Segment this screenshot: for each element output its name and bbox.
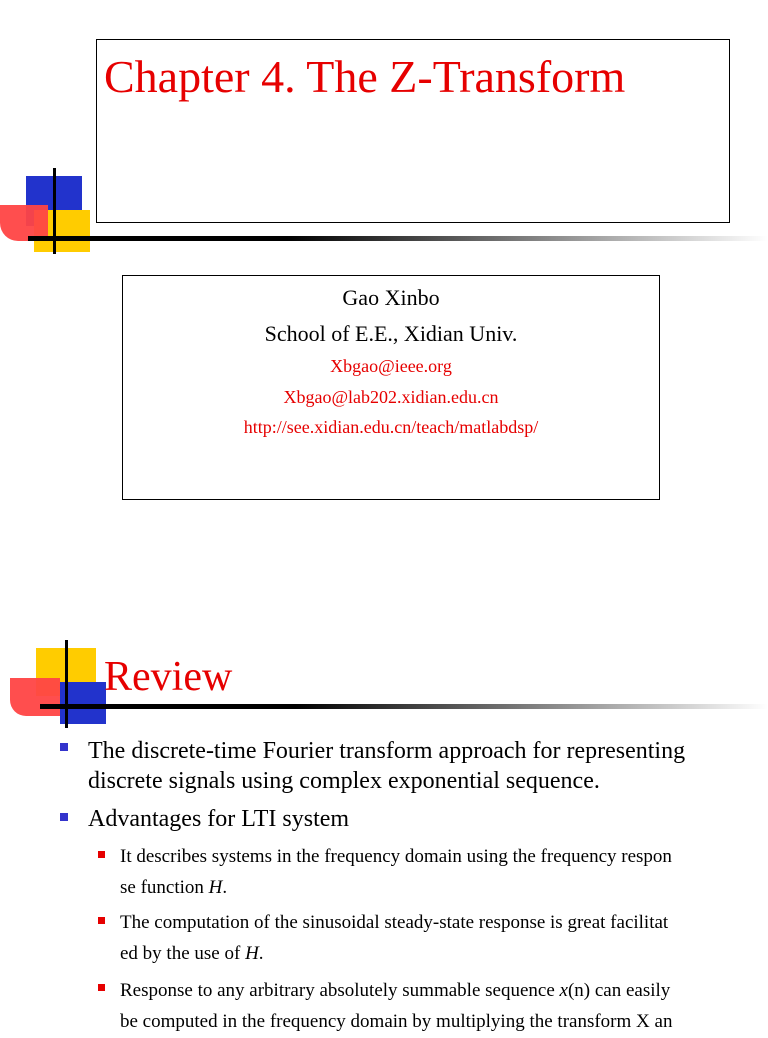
sub-bullet-3-line-2: be computed in the frequency domain by multiplying the transform X an (120, 1011, 673, 1032)
author-email-2[interactable]: Xbgao@lab202.xidian.edu.cn (283, 387, 499, 407)
bullet-marker (60, 743, 68, 751)
slide-title: Chapter 4. The Z-Transform (104, 51, 626, 102)
sub-bullet-marker (98, 851, 105, 858)
bullet-marker (60, 813, 68, 821)
author-name: Gao Xinbo (342, 285, 440, 310)
bullet-1-line-2: discrete signals using complex exponential sequence. (88, 768, 600, 794)
sub-bullet-marker (98, 984, 105, 991)
author-email-1[interactable]: Xbgao@ieee.org (330, 356, 452, 376)
bullet-2-line-1: Advantages for LTI system (88, 806, 350, 832)
sub-bullet-marker (98, 917, 105, 924)
bullet-1-line-1: The discrete-time Fourier transform approach for representing (88, 738, 686, 764)
sub-bullet-2-line-1: The computation of the sinusoidal steady-state response is great facilitat (120, 912, 669, 933)
sub-bullet-1-line-2: se function H. (120, 877, 228, 898)
author-url[interactable]: http://see.xidian.edu.cn/teach/matlabdsp/ (243, 417, 539, 437)
sub-bullet-1-line-1: It describes systems in the frequency domain using the frequency respon (120, 846, 672, 867)
author-affiliation: School of E.E., Xidian Univ. (264, 321, 518, 346)
sub-bullet-3-line-1: Response to any arbitrary absolutely summable sequence x(n) can easily (120, 980, 671, 1001)
review-title: Review (104, 654, 233, 700)
sub-bullet-2-line-2: ed by the use of H. (120, 943, 264, 964)
